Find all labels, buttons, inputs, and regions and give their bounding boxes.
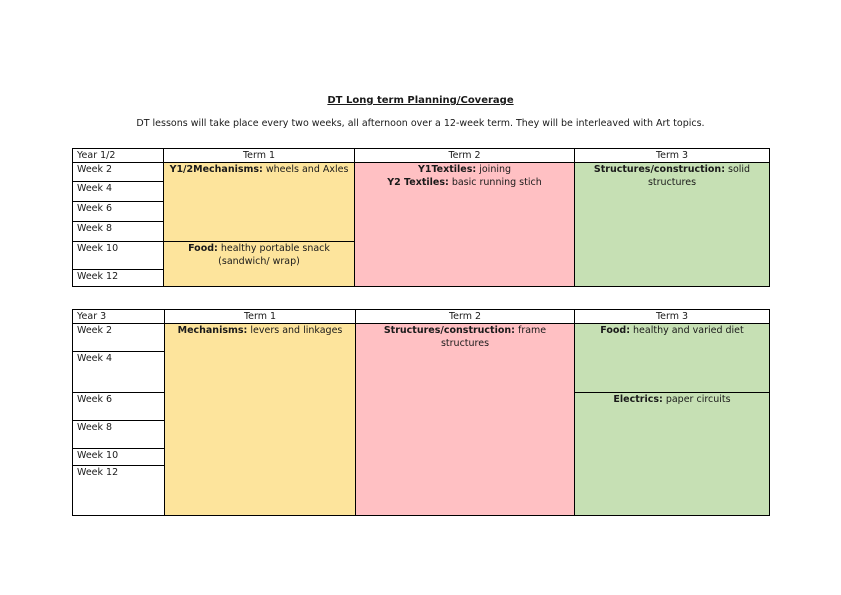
week-label: Week 2 (73, 163, 164, 182)
topic-text: healthy and varied diet (630, 325, 744, 336)
year-label: Year 3 (73, 310, 165, 324)
table-row (73, 163, 770, 182)
week-label: Week 4 (73, 352, 165, 393)
term-2-structures-cell (356, 324, 575, 516)
term-3-electrics-cell (575, 393, 770, 516)
week-label: Week 6 (73, 202, 164, 222)
term-2-header: Term 2 (355, 149, 575, 163)
topic-text: wheels and Axles (262, 164, 349, 175)
topic-label: Y1/2Mechanisms: (169, 164, 263, 175)
term-1-food-cell (164, 242, 355, 287)
year-3-plan-table (72, 309, 770, 516)
topic-text: joining (476, 164, 512, 175)
topic-label: Mechanisms: (177, 325, 248, 336)
term-3-header: Term 3 (575, 149, 770, 163)
topic-text: healthy portable snack (sandwich/ wrap) (217, 243, 330, 267)
table-header-row (73, 310, 770, 324)
week-label: Week 12 (73, 466, 165, 516)
week-label: Week 12 (73, 270, 164, 287)
term-3-header: Term 3 (575, 310, 770, 324)
week-label: Week 2 (73, 324, 165, 352)
table-row (73, 324, 770, 352)
topic-text: frame structures (440, 325, 547, 349)
term-1-mechanisms-cell (164, 163, 355, 242)
week-label: Week 6 (73, 393, 165, 421)
topic-label: Electrics: (613, 394, 663, 405)
topic-label: Food: (188, 243, 218, 254)
table-header-row (73, 149, 770, 163)
topic-label: Y1Textiles: (417, 164, 477, 175)
term-3-structures-cell (575, 163, 770, 287)
week-label: Week 8 (73, 222, 164, 242)
topic-label: Structures/construction: (383, 325, 515, 336)
term-2-header: Term 2 (356, 310, 575, 324)
term-1-header: Term 1 (165, 310, 356, 324)
topic-text: solid structures (647, 164, 751, 188)
week-label: Week 10 (73, 449, 165, 466)
topic-label: Structures/construction: (593, 164, 725, 175)
term-3-food-cell (575, 324, 770, 393)
year-1-2-plan-table (72, 148, 770, 287)
term-1-mechanisms-cell (165, 324, 356, 516)
term-1-header: Term 1 (164, 149, 355, 163)
term-2-textiles-cell (355, 163, 575, 287)
topic-label: Food: (600, 325, 630, 336)
topic-label: Y2 Textiles: (387, 177, 449, 188)
week-label: Week 8 (73, 421, 165, 449)
week-label: Week 4 (73, 182, 164, 202)
week-label: Week 10 (73, 242, 164, 270)
intro-text: DT lessons will take place every two weeks, all afternoon over a 12-week term. They will be interleaved with Art topics. (136, 118, 705, 129)
topic-text: paper circuits (662, 394, 731, 405)
page-title: DT Long term Planning/Coverage (327, 95, 514, 106)
year-label: Year 1/2 (73, 149, 164, 163)
topic-text: basic running stich (448, 177, 542, 188)
topic-text: levers and linkages (247, 325, 343, 336)
